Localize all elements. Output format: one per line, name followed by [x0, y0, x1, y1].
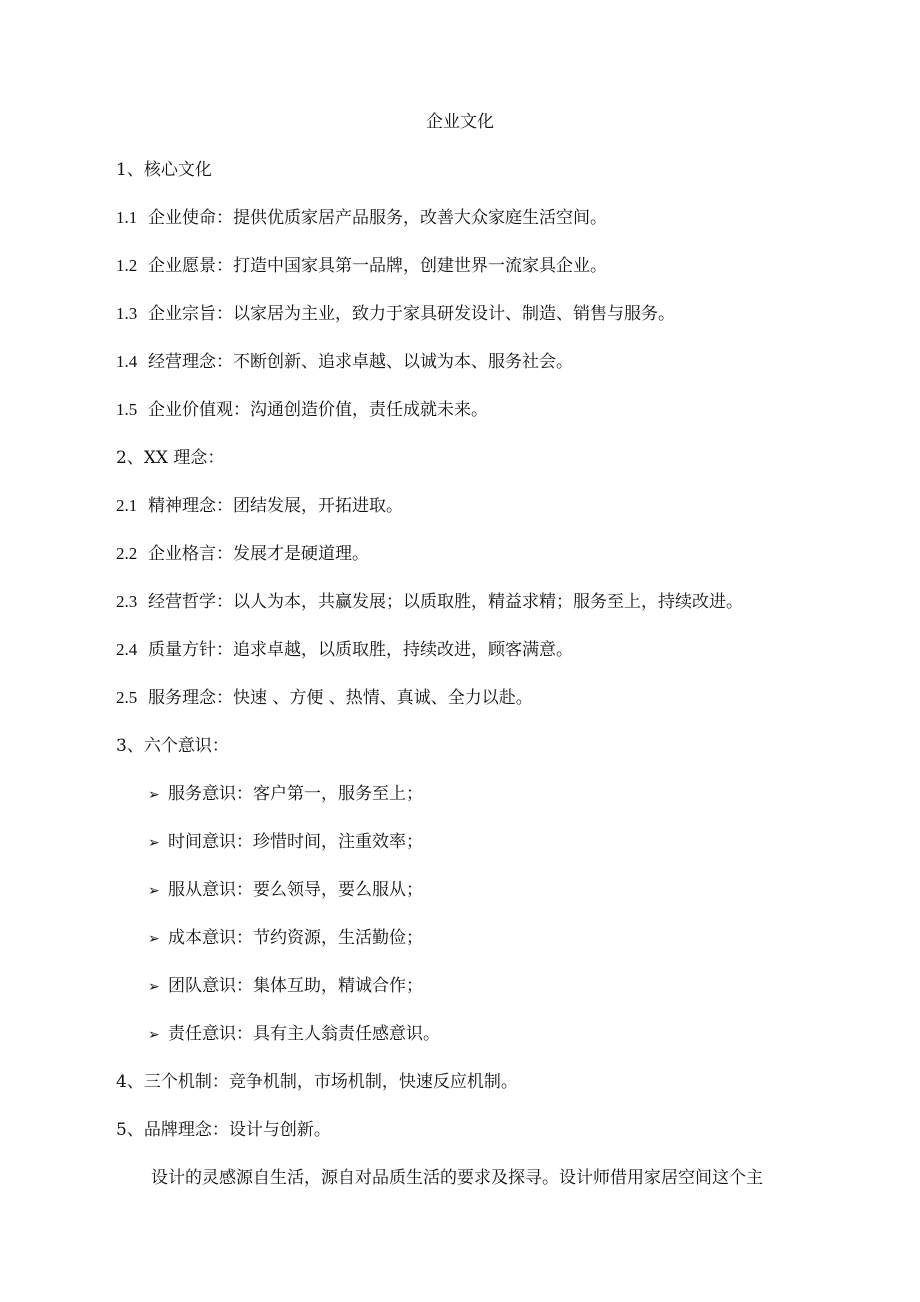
bullet-text: 成本意识：节约资源，生活勤俭；: [168, 928, 423, 948]
page-title: 企业文化: [426, 112, 494, 132]
item-number: 1.3: [116, 304, 138, 323]
arrow-bullet-icon: ➢: [148, 835, 160, 851]
list-item: [116, 541, 369, 567]
section-1-heading: 1、核心文化: [116, 160, 212, 180]
body-paragraph: 设计的灵感源自生活，源自对品质生活的要求及探寻。设计师借用家居空间这个主: [151, 1168, 763, 1188]
item-number: 2.2: [116, 544, 138, 563]
arrow-bullet-icon: ➢: [148, 979, 160, 995]
section-3-heading: 3、六个意识：: [116, 736, 229, 756]
bullet-text: 责任意识：具有主人翁责任感意识。: [168, 1024, 440, 1044]
bullet-text: 团队意识：集体互助，精诚合作；: [168, 976, 423, 996]
item-text: 服务理念：快速 、方便 、热情、真诚、全力以赴。: [148, 688, 533, 708]
item-number: 2.1: [116, 496, 138, 515]
item-number: 1.1: [116, 208, 138, 227]
item-number: 2.3: [116, 592, 138, 611]
list-item: [116, 205, 607, 231]
item-number: 2.5: [116, 688, 138, 707]
list-item: [116, 397, 488, 423]
item-number: 1.2: [116, 256, 138, 275]
arrow-bullet-icon: ➢: [148, 1027, 160, 1043]
list-item: [116, 301, 675, 327]
bullet-item: [148, 973, 423, 1000]
arrow-bullet-icon: ➢: [148, 931, 160, 947]
section-2-heading: 2、XX 理念：: [116, 448, 225, 468]
bullet-item: [148, 1021, 440, 1048]
item-text: 企业格言：发展才是硬道理。: [148, 544, 369, 564]
arrow-bullet-icon: ➢: [148, 883, 160, 899]
item-number: 1.4: [116, 352, 138, 371]
bullet-text: 服务意识：客户第一，服务至上；: [168, 784, 423, 804]
bullet-item: [148, 925, 423, 952]
bullet-text: 时间意识：珍惜时间，注重效率；: [168, 832, 423, 852]
arrow-bullet-icon: ➢: [148, 787, 160, 803]
item-number: 2.4: [116, 640, 138, 659]
list-item: [116, 349, 573, 375]
item-number: 1.5: [116, 400, 138, 419]
section-5-heading: 5、品牌理念：设计与创新。: [116, 1120, 331, 1140]
list-item: [116, 685, 533, 711]
item-text: 经营理念：不断创新、追求卓越、以诚为本、服务社会。: [148, 352, 573, 372]
list-item: [116, 253, 607, 279]
list-item: [116, 637, 573, 663]
item-text: 企业愿景：打造中国家具第一品牌，创建世界一流家具企业。: [148, 256, 607, 276]
list-item: [116, 589, 743, 615]
section-4-heading: 4、三个机制：竞争机制，市场机制，快速反应机制。: [116, 1072, 518, 1092]
bullet-text: 服从意识：要么领导，要么服从；: [168, 880, 423, 900]
item-text: 企业价值观：沟通创造价值，责任成就未来。: [148, 400, 488, 420]
bullet-item: [148, 829, 423, 856]
bullet-item: [148, 877, 423, 904]
list-item: [116, 493, 403, 519]
item-text: 精神理念：团结发展，开拓进取。: [148, 496, 403, 516]
item-text: 企业使命：提供优质家居产品服务，改善大众家庭生活空间。: [148, 208, 607, 228]
item-text: 质量方针：追求卓越，以质取胜，持续改进，顾客满意。: [148, 640, 573, 660]
item-text: 企业宗旨：以家居为主业，致力于家具研发设计、制造、销售与服务。: [148, 304, 675, 324]
item-text: 经营哲学：以人为本，共赢发展；以质取胜，精益求精；服务至上，持续改进。: [148, 592, 743, 612]
bullet-item: [148, 781, 423, 808]
